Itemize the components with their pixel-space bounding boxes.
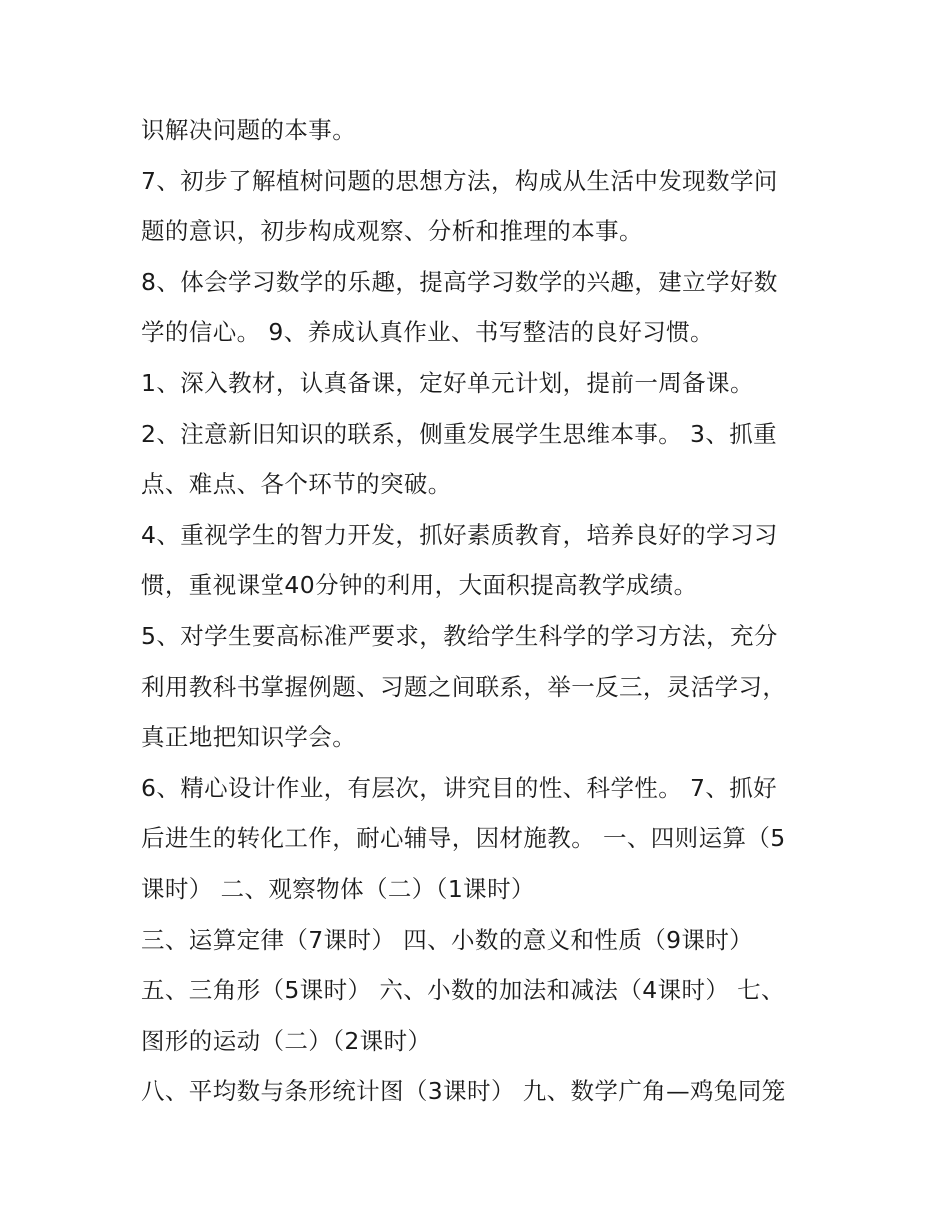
text-line: 五、三角形（5课时） 六、小数的加法和减法（4课时） 七、 (141, 976, 785, 1004)
text-line: 八、平均数与条形统计图（3课时） 九、数学广角—鸡兔同笼 (141, 1077, 786, 1105)
text-line: 7、初步了解植树问题的思想方法，构成从生活中发现数学问 (141, 167, 778, 195)
text-line: 利用教科书掌握例题、习题之间联系，举一反三，灵活学习， (141, 673, 787, 701)
text-line: 1、深入教材，认真备课，定好单元计划，提前一周备课。 (141, 369, 754, 397)
text-line: 6、精心设计作业，有层次，讲究目的性、科学性。 7、抓好 (141, 774, 778, 802)
text-line: 8、体会学习数学的乐趣，提高学习数学的兴趣，建立学好数 (141, 268, 778, 296)
text-line: 惯，重视课堂40分钟的利用，大面积提高教学成绩。 (141, 571, 698, 599)
text-line: 图形的运动（二）（2课时） (141, 1027, 432, 1055)
text-line: 4、重视学生的智力开发，抓好素质教育，培养良好的学习习 (141, 521, 778, 549)
text-line: 点、难点、各个环节的突破。 (141, 470, 452, 498)
text-line: 识解决问题的本事。 (141, 116, 357, 144)
text-line: 5、对学生要高标准严要求，教给学生科学的学习方法，充分 (141, 622, 778, 650)
text-line: 课时） 二、观察物体（二）（1课时） (141, 875, 535, 903)
text-line: 后进生的转化工作，耐心辅导，因材施教。 一、四则运算（5 (141, 824, 786, 852)
text-line: 真正地把知识学会。 (141, 723, 357, 751)
text-line: 学的信心。 9、养成认真作业、书写整洁的良好习惯。 (141, 318, 714, 346)
text-line: 2、注意新旧知识的联系，侧重发展学生思维本事。 3、抓重 (141, 420, 778, 448)
text-line: 题的意识，初步构成观察、分析和推理的本事。 (141, 217, 643, 245)
text-line: 三、运算定律（7课时） 四、小数的意义和性质（9课时） (141, 926, 754, 954)
